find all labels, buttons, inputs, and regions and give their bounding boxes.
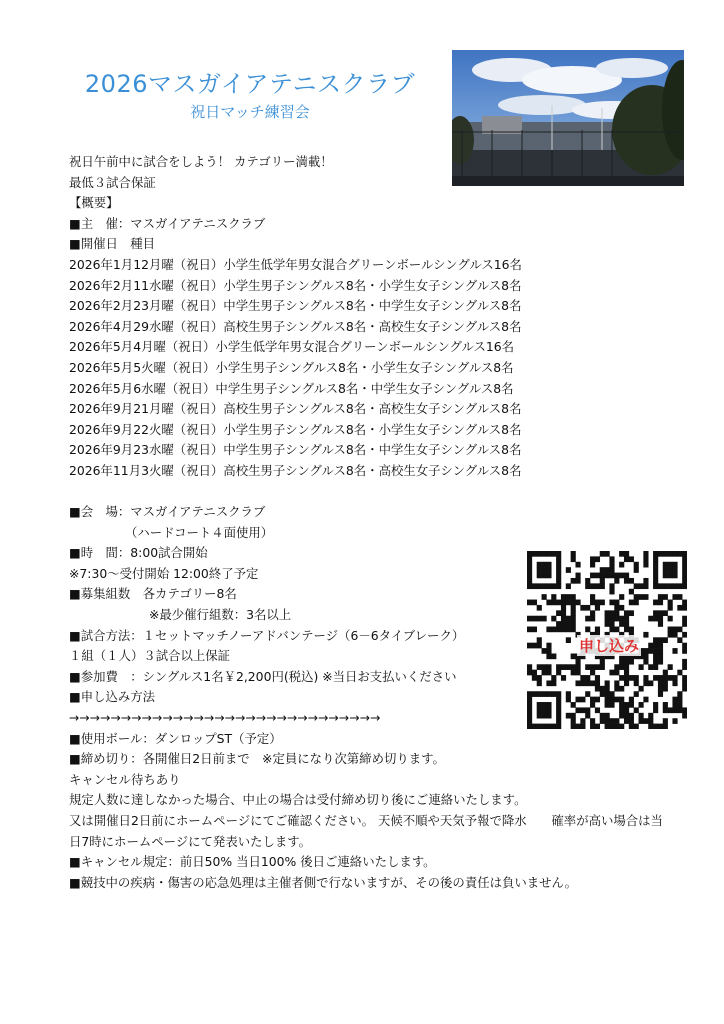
schedule-item: 2026年2月11水曜（祝日）小学生男子シングルス8名・小学生女子シングルス8名 (69, 277, 522, 293)
start-time: ■時 間：8:00試合開始 (69, 545, 208, 561)
venue-note: （ハードコート４面使用） (125, 524, 274, 540)
schedule-item: 2026年5月6水曜（祝日）中学生男子シングルス8名・中学生女子シングルス8名 (69, 380, 514, 396)
page-title: 2026マスガイアテニスクラブ (84, 70, 416, 98)
schedule-item: 2026年9月21月曜（祝日）高校生男子シングルス8名・高校生女子シングルス8名 (69, 401, 522, 417)
match-format: ■試合方法：１セットマッチノーアドバンテージ（6－6タイブレーク） (69, 627, 465, 643)
schedule-item: 2026年11月3火曜（祝日）高校生男子シングルス8名・高校生女子シングルス8名 (69, 462, 522, 478)
cancel-policy: ■キャンセル規定：前日50% 当日100% 後日ご連絡いたします。 (69, 854, 436, 870)
apply-method: ■申し込み方法 (69, 689, 156, 705)
main-content (69, 152, 669, 893)
schedule-item: 2026年9月22火曜（祝日）小学生男子シングルス8名・小学生女子シングルス8名 (69, 421, 522, 437)
schedule-item: 2026年2月23月曜（祝日）中学生男子シングルス8名・中学生女子シングルス8名 (69, 298, 522, 314)
schedule-item: 2026年4月29水曜（祝日）高校生男子シングルス8名・高校生女子シングルス8名 (69, 318, 522, 334)
venue: ■会 場：マスガイアテニスクラブ (69, 504, 266, 520)
overview-heading: 【概要】 (69, 195, 119, 211)
match-guarantee: １組（１人）３試合以上保証 (69, 648, 231, 664)
organizer: ■主 催：マスガイアテニスクラブ (69, 215, 266, 231)
time-note: ※7:30〜受付開始 12:00終了予定 (69, 565, 259, 581)
waitlist: キャンセル待ちあり (69, 771, 181, 787)
group-minimum: ※最少催行組数：3名以上 (149, 607, 292, 623)
schedule-item: 2026年9月23水曜（祝日）中学生男子シングルス8名・中学生女子シングルス8名 (69, 442, 522, 458)
ball-info: ■使用ボール：ダンロップST（予定） (69, 730, 282, 746)
schedule-item: 2026年5月5火曜（祝日）小学生男子シングルス8名・小学生女子シングルス8名 (69, 359, 514, 375)
entry-fee: ■参加費 ：シングルス1名￥2,200円(税込) ※当日お支払いください (69, 668, 457, 684)
schedule-item: 2026年5月4月曜（祝日）小学生低学年男女混合グリーンボールシングルス16名 (69, 339, 515, 355)
injury-notice: ■競技中の疾病・傷害の応急処理は主催者側で行ないますが、その後の責任は負いません。 (69, 874, 578, 890)
deadline: ■締め切り：各開催日2日前まで ※定員になり次第締め切ります。 (69, 751, 445, 767)
arrow-line: →→→→→→→→→→→→→→→→→→→→→→→→→→→→→→ (69, 710, 381, 726)
intro-line: 祝日午前中に試合をしよう！ カテゴリー満載！ (69, 154, 333, 169)
apply-qr-label: 申し込み (579, 637, 640, 655)
schedule-header: ■開催日 種目 (69, 236, 156, 252)
group-count: ■募集組数 各カテゴリー8名 (69, 586, 237, 602)
cancel-notice: 規定人数に達しなかった場合、中止の場合は受付締め切り後にご連絡いたします。 (69, 792, 527, 808)
schedule-item: 2026年1月12月曜（祝日）小学生低学年男女混合グリーンボールシングルス16名 (69, 256, 522, 272)
page-subtitle: 祝日マッチ練習会 (190, 103, 310, 121)
intro-guarantee: 最低３試合保証 (69, 174, 156, 190)
qr-code[interactable] (527, 551, 687, 729)
weather-notice: 又は開催日2日前にホームページにてご確認ください。 天候不順や天気予報で降水 確率が高い場合は当日7時にホームページにて発表いたします。 (69, 813, 663, 849)
